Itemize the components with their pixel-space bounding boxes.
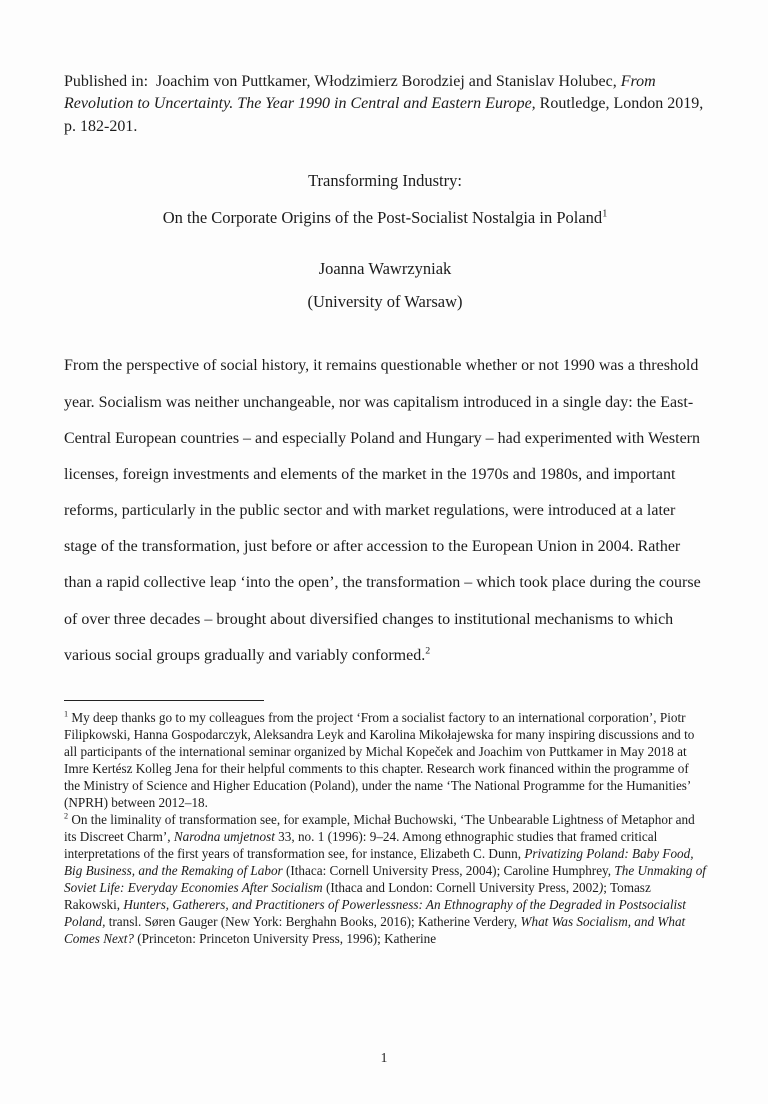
footnotes-section	[64, 709, 706, 947]
author-block	[64, 252, 706, 318]
paper-title	[64, 162, 706, 236]
body-paragraph: From the perspective of social history, it remains questionable whether or not 1990 was a threshold year. Socialism was neither unchangeable, nor was capitalism introduced in a single day: the East-Central European countries – and especially Poland and Hungary – had experimented with Western licenses, foreign investments and elements of the market in the 1970s and 1980s, and important reforms, particularly in the public sector and with market regulations, were introduced at a later stage of the transformation, just before or after accession to the European Union in 2004. Rather than a rapid collective leap ‘into the open’, the transformation – which took place during the course of over three decades – brought about diversified changes to institutional mechanisms to which various social groups gradually and variably conformed.$^2$	[64, 357, 701, 664]
paper-title-line-2: On the Corporate Origins of the Post-Socialist Nostalgia in Poland$^1$	[162, 208, 608, 228]
footnote-separator	[64, 700, 264, 701]
footnote-2: $^2$ On the liminality of transformation see, for example, Michał Buchowski, ‘The Unbearable Lightness of Metaphor and its Discreet Charm’, Narodna umjetnost 33, no. 1 (1996): 9–24. Among ethnographic studies that framed critical interpretations of the first years of transformation see, for instance, Elizabeth C. Dunn, Privatizing Poland: Baby Food, Big Business, and the Remaking of Labor (Ithaca: Cornell University Press, 2004); Caroline Humphrey, The Unmaking of Soviet Life: Everyday Economies After Socialism (Ithaca and London: Cornell University Press, 2002); Tomasz Rakowski, Hunters, Gatherers, and Practitioners of Powerlessness: An Ethnography of the Degraded in Postsocialist Poland, transl. Søren Gauger (New York: Berghahn Books, 2016); Katherine Verdery, What Was Socialism, and What Comes Next? (Princeton: Princeton University Press, 1996); Katherine	[64, 811, 706, 947]
publication-info: Published in: Joachim von Puttkamer, Włodzimierz Borodziej and Stanislav Holubec, From Revolution to Uncertainty. The Year 1990 in Central and Eastern Europe, Routledge, London 2019, p. 182-201.	[64, 73, 704, 135]
author-affiliation: (University of Warsaw)	[307, 292, 463, 312]
footnote-1: $^1$ My deep thanks go to my colleagues from the project ‘From a socialist factory to an international corporation’, Piotr Filipkowski, Hanna Gospodarczyk, Aleksandra Leyk and Karolina Mikołajewska for many inspiring discussions and to all participants of the international seminar organized by Michal Kopeček and Joachim von Puttkamer in May 2018 at Imre Kertész Kolleg Jena for their helpful comments to this chapter. Research work financed within the programme of the Ministry of Science and Higher Education (Poland), under the name ‘The National Programme for the Humanities’ (NPRH) between 2012–18.	[64, 709, 695, 810]
paper-title-line-1: Transforming Industry:	[308, 171, 462, 191]
page-number: 1	[380, 1050, 388, 1065]
author-name: Joanna Wawrzyniak	[318, 259, 452, 279]
